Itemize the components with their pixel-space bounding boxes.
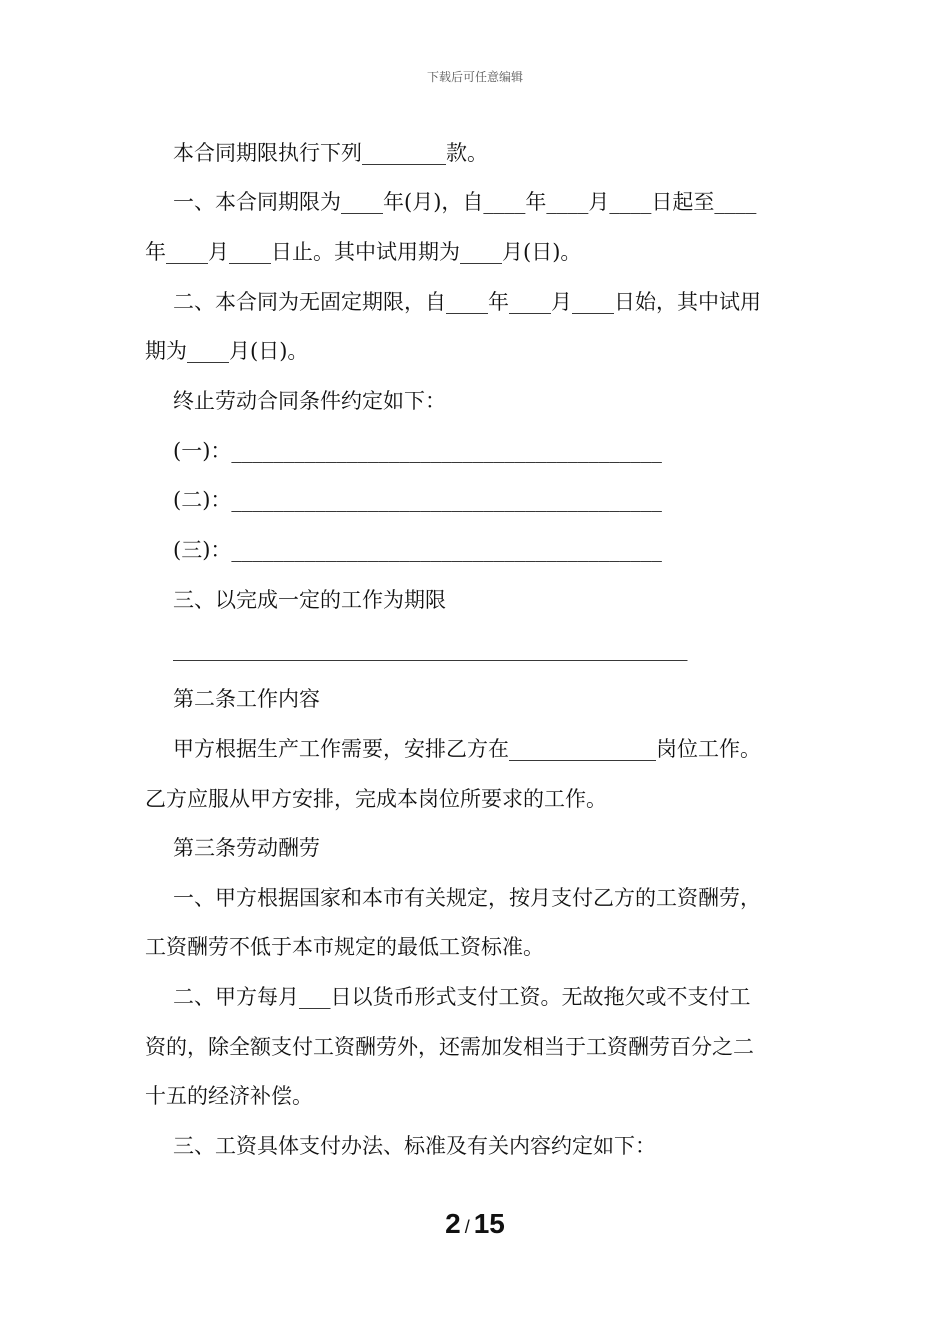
- total-page-count: 15: [473, 1208, 505, 1239]
- paragraph-line: 二、本合同为无固定期限，自____年____月____日始，其中试用: [173, 290, 761, 314]
- paragraph-line: 年____月____日止。其中试用期为____月(日)。: [145, 240, 582, 264]
- paragraph-line: 工资酬劳不低于本市规定的最低工资标准。: [145, 935, 544, 959]
- blank-field-line: (二)：_________________________________________: [173, 488, 662, 512]
- paragraph-line: 资的，除全额支付工资酬劳外，还需加发相当于工资酬劳百分之二: [145, 1035, 754, 1059]
- paragraph-line: 终止劳动合同条件约定如下：: [173, 389, 446, 413]
- paragraph-line: 期为____月(日)。: [145, 339, 309, 363]
- paragraph-line: 一、甲方根据国家和本市有关规定，按月支付乙方的工资酬劳，: [173, 886, 761, 910]
- page-indicator: [0, 1208, 950, 1240]
- page-separator: /: [464, 1217, 470, 1237]
- blank-field-line: (三)：_________________________________________: [173, 538, 662, 562]
- paragraph-line: 一、本合同期限为____年(月)，自____年____月____日起至____: [173, 190, 757, 214]
- paragraph-line: 十五的经济补偿。: [145, 1084, 313, 1108]
- paragraph-line: 三、以完成一定的工作为期限: [173, 588, 446, 612]
- paragraph-line: 三、工资具体支付办法、标准及有关内容约定如下：: [173, 1134, 656, 1158]
- paragraph-line: 二、甲方每月___日以货币形式支付工资。无故拖欠或不支付工: [173, 985, 751, 1009]
- paragraph-line: 甲方根据生产工作需要，安排乙方在______________岗位工作。: [173, 737, 761, 761]
- header-note: 下载后可任意编辑: [426, 70, 523, 84]
- section-heading: 第三条劳动酬劳: [173, 836, 320, 860]
- paragraph-line: 乙方应服从甲方安排，完成本岗位所要求的工作。: [145, 787, 607, 811]
- current-page-number: 2: [445, 1208, 461, 1239]
- blank-field-line: (一)：_________________________________________: [173, 439, 662, 463]
- section-heading: 第二条工作内容: [173, 687, 320, 711]
- blank-field-line: _________________________________________________: [173, 637, 688, 661]
- paragraph-line: 本合同期限执行下列________款。: [173, 141, 488, 165]
